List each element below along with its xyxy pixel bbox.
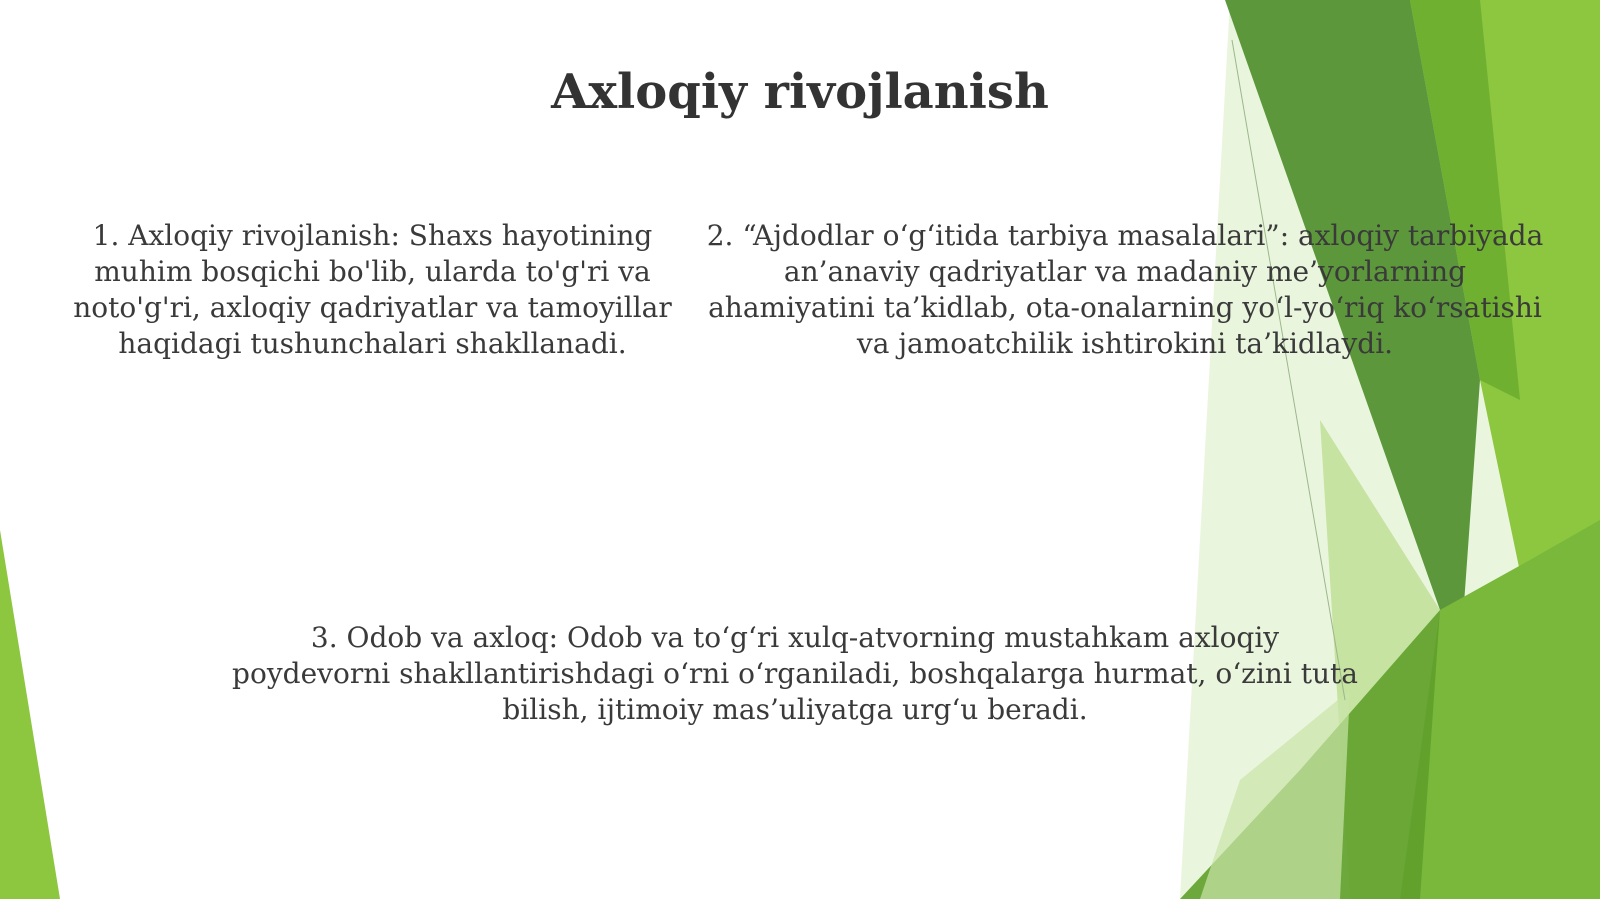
point-3-text: 3. Odob va axloq: Odob va to‘g‘ri xulq-atvorning mustahkam axloqiy poydevorni shakllantirishdagi o‘rni o‘rganiladi, boshqalarga hurmat, o‘zini tuta bilish, ijtimoiy mas’uliyatga urg‘u beradi. <box>232 621 1358 726</box>
left-facet <box>0 530 60 899</box>
point-1-text: 1. Axloqiy rivojlanish: Shaxs hayotining muhim bosqichi bo'lib, ularda to'g'ri va noto'g'ri, axloqiy qadriyatlar va tamoyillar haqidagi tushunchalari shakllanadi. <box>73 219 672 360</box>
slide-title: Axloqiy rivojlanish <box>551 64 1049 120</box>
point-2-text: 2. “Ajdodlar o‘g‘itida tarbiya masalalari”: axloqiy tarbiyada an’anaviy qadriyatlar va madaniy me’yorlarning ahamiyatini ta’kidlab, ota-onalarning yo‘l-yo‘riq ko‘rsatishi va jamoatchilik ishtirokini ta’kidlaydi. <box>706 219 1544 360</box>
